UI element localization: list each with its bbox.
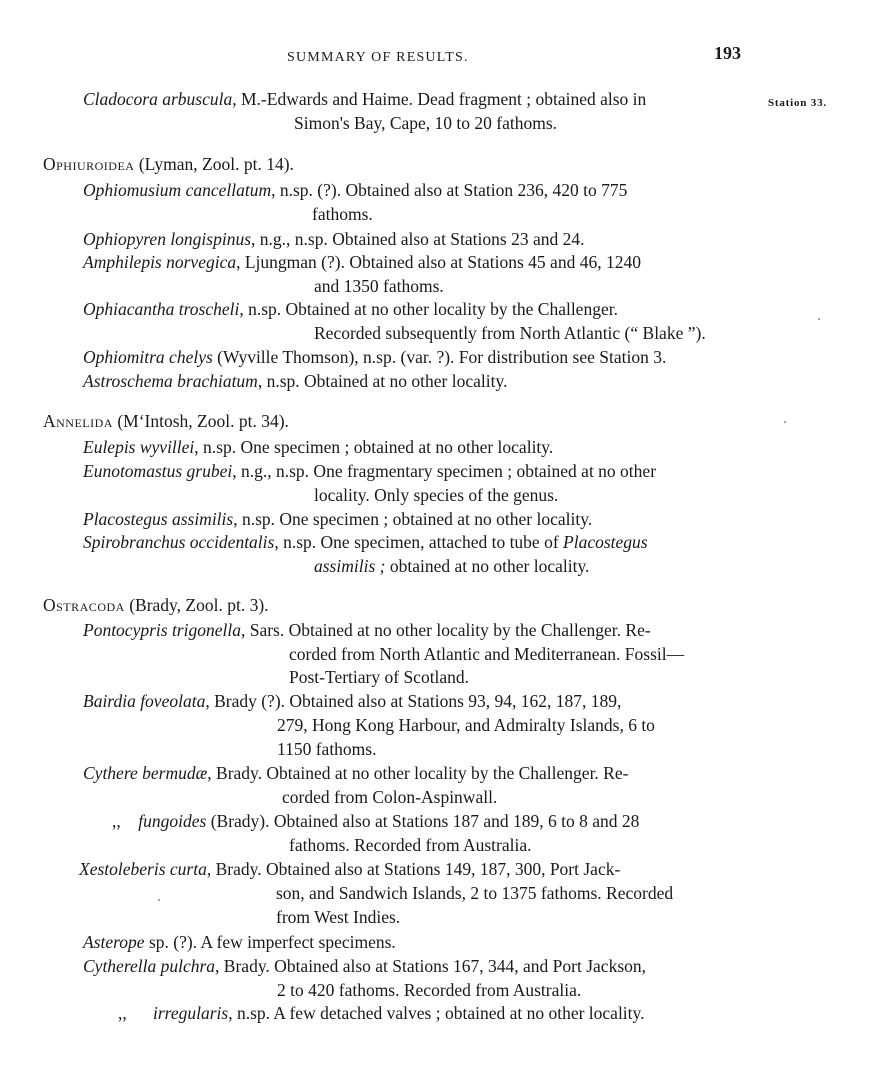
running-header: SUMMARY OF RESULTS. (287, 50, 469, 65)
entry-continuation: fathoms. (312, 204, 373, 224)
group-heading-annelida: Annelida (M‘Intosh, Zool. pt. 34). (43, 411, 289, 431)
entry-continuation: corded from North Atlantic and Mediterranean. Fossil— (289, 644, 685, 664)
entry-continuation: locality. Only species of the genus. (314, 485, 559, 505)
entry-astroschema: Astroschema brachiatum, n.sp. Obtained at no other locality. (83, 371, 508, 391)
entry-continuation: 1150 fathoms. (277, 739, 377, 759)
entry-ophiacantha: Ophiacantha troscheli, n.sp. Obtained at no other locality by the Challenger. (83, 299, 618, 319)
entry-asterope: Asterope sp. (?). A few imperfect specimens. (83, 932, 396, 952)
entry-continuation: 279, Hong Kong Harbour, and Admiralty Islands, 6 to (277, 715, 655, 735)
group-heading-ophiuroidea: Ophiuroidea (Lyman, Zool. pt. 14). (43, 154, 294, 174)
paper-speck (784, 421, 786, 423)
entry-eulepis: Eulepis wyvillei, n.sp. One specimen ; obtained at no other locality. (83, 437, 554, 457)
entry-continuation: corded from Colon-Aspinwall. (282, 787, 498, 807)
entry-bairdia: Bairdia foveolata, Brady (?). Obtained also at Stations 93, 94, 162, 187, 189, (83, 691, 622, 711)
paper-speck (818, 318, 820, 320)
entry-continuation: Simon's Bay, Cape, 10 to 20 fathoms. (294, 113, 558, 133)
entry-xestoleberis: Xestoleberis curta, Brady. Obtained also at Stations 149, 187, 300, Port Jack- (79, 859, 621, 879)
entry-amphilepis: Amphilepis norvegica, Ljungman (?). Obtained also at Stations 45 and 46, 1240 (83, 252, 641, 272)
entry-continuation: 2 to 420 fathoms. Recorded from Australia. (277, 980, 582, 1000)
entry-spirobranchus: Spirobranchus occidentalis, n.sp. One specimen, attached to tube of Placostegus (83, 532, 648, 552)
entry-continuation: assimilis ; obtained at no other locality. (314, 556, 590, 576)
group-heading-ostracoda: Ostracoda (Brady, Zool. pt. 3). (43, 595, 269, 615)
entry-continuation: son, and Sandwich Islands, 2 to 1375 fathoms. Recorded (276, 883, 674, 903)
entry-eunotomastus: Eunotomastus grubei, n.g., n.sp. One fragmentary specimen ; obtained at no other (83, 461, 657, 481)
entry-cladocora: Cladocora arbuscula, M.-Edwards and Haime. Dead fragment ; obtained also in (83, 89, 647, 109)
entry-ophiomitra: Ophiomitra chelys (Wyville Thomson), n.sp. (var. ?). For distribution see Station 3. (83, 347, 667, 367)
entry-placostegus: Placostegus assimilis, n.sp. One specimen ; obtained at no other locality. (83, 509, 593, 529)
paper-speck (158, 899, 160, 901)
entry-continuation: and 1350 fathoms. (314, 276, 444, 296)
entry-cytherella: Cytherella pulchra, Brady. Obtained also at Stations 167, 344, and Port Jackson, (83, 956, 647, 976)
species-name: Cladocora arbuscula (83, 89, 233, 109)
entry-fungoides: ,, fungoides (Brady). Obtained also at Stations 187 and 189, 6 to 8 and 28 (112, 811, 640, 831)
entry-continuation: Recorded subsequently from North Atlantic (“ Blake ”). (314, 323, 706, 343)
entry-ophiomusium: Ophiomusium cancellatum, n.sp. (?). Obtained also at Station 236, 420 to 775 (83, 180, 628, 200)
entry-cythere: Cythere bermudæ, Brady. Obtained at no other locality by the Challenger. Re- (83, 763, 629, 783)
entry-irregularis: ,, irregularis, n.sp. A few detached valves ; obtained at no other locality. (118, 1003, 645, 1023)
entry-pontocypris: Pontocypris trigonella, Sars. Obtained at no other locality by the Challenger. Re- (83, 620, 651, 640)
page-number: 193 (714, 43, 741, 63)
entry-continuation: from West Indies. (276, 907, 401, 927)
entry-ophiopyren: Ophiopyren longispinus, n.g., n.sp. Obtained also at Stations 23 and 24. (83, 229, 585, 249)
entry-continuation: fathoms. Recorded from Australia. (289, 835, 532, 855)
entry-continuation: Post-Tertiary of Scotland. (289, 667, 470, 687)
station-label: Station 33. (768, 97, 827, 109)
